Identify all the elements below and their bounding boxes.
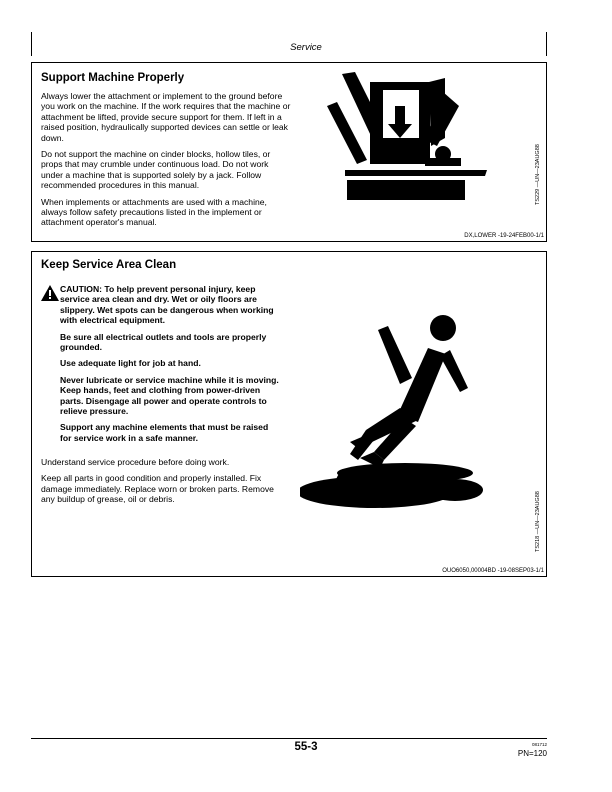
section2-body bbox=[41, 457, 286, 511]
footer-pn: PN=120 bbox=[517, 749, 547, 758]
section1-image-code: TS229 —UN—23AUG88 bbox=[535, 144, 541, 205]
caution-paragraph: Support any machine elements that must be raised for service work in a safe manner. bbox=[60, 422, 269, 443]
section1-ref-code: DX,LOWER -19-24FEB00-1/1 bbox=[464, 233, 544, 239]
footer-small-code: 081712 bbox=[531, 742, 547, 747]
section1-paragraph: When implements or attachments are used with a machine, always follow safety precautions listed in the implement or attachment operator's manual. bbox=[41, 196, 267, 228]
section1-paragraph: Do not support the machine on cinder blocks, hollow tiles, or props that may crumble under continuous load. Do not work under a machine that is supported solely by a jack. Follow recommended procedures in this manual. bbox=[41, 149, 271, 191]
section1-title: Support Machine Properly bbox=[41, 72, 185, 84]
section2-title: Keep Service Area Clean bbox=[41, 259, 177, 271]
caution-block bbox=[60, 284, 282, 449]
warning-triangle-icon bbox=[41, 285, 59, 301]
footer-rule bbox=[31, 738, 547, 739]
caution-paragraph: Be sure all electrical outlets and tools are properly grounded. bbox=[60, 331, 267, 353]
caution-paragraph: Never lubricate or service machine while it is moving. Keep hands, feet and clothing from power-driven parts. Disengage all power and operate controls to relieve pressure. bbox=[60, 374, 279, 417]
section-header: Service bbox=[290, 42, 322, 53]
section1-body bbox=[41, 91, 291, 234]
page-number: 55-3 bbox=[294, 741, 318, 753]
slip-hazard-icon bbox=[300, 310, 490, 515]
section2-paragraph: Understand service procedure before doing work. bbox=[41, 457, 230, 467]
section1-paragraph: Always lower the attachment or implement to the ground before you work on the machine. If the work requires that the machine or attachment be lifted, provide secure support for them. If left in a raised position, hydraulically supported devices can settle or leak down. bbox=[41, 91, 291, 143]
caution-paragraph: CAUTION: To help prevent personal injury, keep service area clean and dry. Wet or oily floors are slippery. Wet spots can be dangerous when working with electrical equipment. bbox=[60, 284, 274, 326]
crush-hazard-icon bbox=[325, 68, 490, 208]
caution-paragraph: Use adequate light for job at hand. bbox=[60, 358, 201, 369]
section2-image-code: TS218 —UN—23AUG88 bbox=[535, 491, 541, 552]
section2-paragraph: Keep all parts in good condition and properly installed. Fix damage immediately. Replace worn or broken parts. Remove any buildup of grease, oil or debris. bbox=[41, 473, 274, 505]
section2-ref-code: OUO6050,00004BD -19-08SEP03-1/1 bbox=[442, 568, 544, 574]
